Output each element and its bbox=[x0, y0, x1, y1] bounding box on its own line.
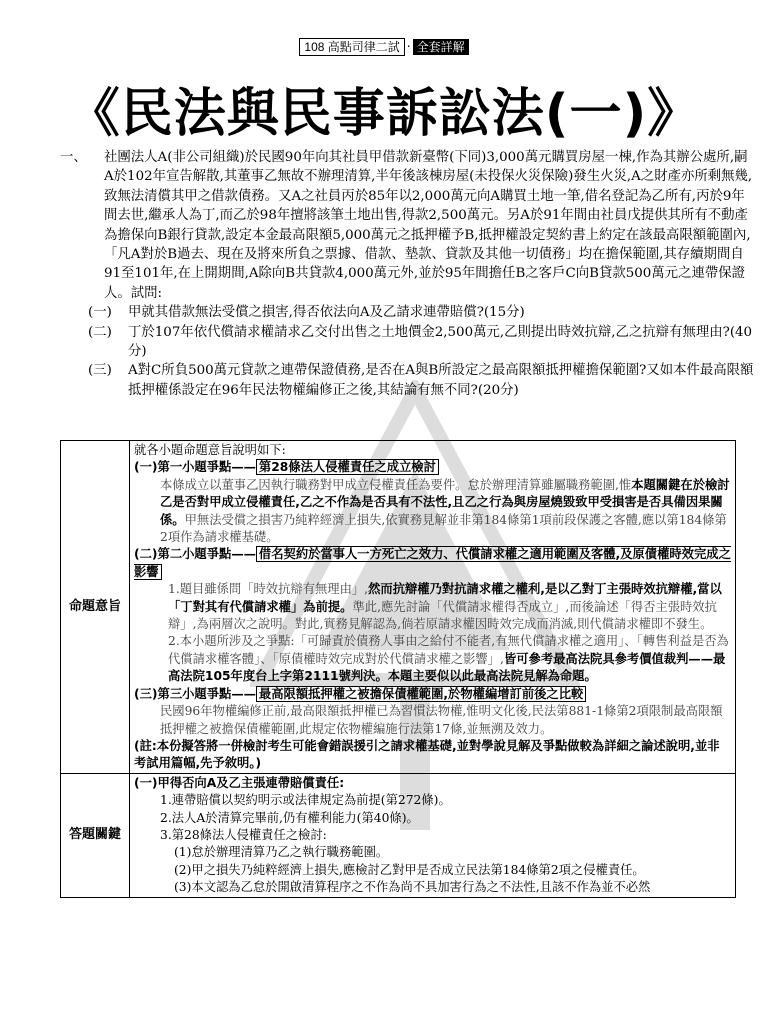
exam-name: 108 高點司律二試 bbox=[299, 38, 404, 56]
point-2-item-1-text-b: 準此,應先討論「代償請求權得否成立」,而後論述「得否主張時效抗辯」,為兩層次之說明。對此,實務見解認為,倘若原請求權因時效完成而消滅,則代償請求權即不發生。 bbox=[168, 599, 717, 632]
question-intro bbox=[60, 148, 756, 303]
point-2-label: (二)第二小題爭點—— bbox=[134, 547, 256, 562]
point-1-topic: 第28條法人侵權責任之成立檢討 bbox=[256, 459, 439, 475]
point-2-item-2 bbox=[134, 633, 731, 685]
point-1-text-a: 本條成立以董事乙因執行職務對甲成立侵權責任為要件。怠於辦理清算雖屬職務範圍,惟 bbox=[160, 477, 632, 492]
row-label-keys: 答題關鍵 bbox=[61, 773, 130, 897]
point-2-heading bbox=[134, 546, 731, 581]
point-2-topic: 借名契約於當事人一方死亡之效力、代償請求權之適用範圍及客體,及原債權時效完成之影響 bbox=[134, 547, 731, 579]
table-row-keys bbox=[61, 773, 736, 897]
point-1-heading bbox=[134, 459, 731, 476]
analysis-table bbox=[60, 440, 736, 898]
table-row-intent bbox=[61, 441, 736, 774]
keys-content bbox=[130, 773, 736, 897]
point-2-item-1 bbox=[134, 581, 731, 633]
question-number: 一、 bbox=[60, 150, 87, 165]
point-3-topic: 最高限額抵押權之被擔保債權範圍,於物權編增訂前後之比較 bbox=[256, 686, 586, 702]
list-item: 2.法人A於清算完畢前,仍有權利能力(第40條)。 bbox=[160, 810, 419, 825]
point-1-label: (一)第一小題爭點—— bbox=[134, 460, 256, 475]
point-1-text-b: 甲無法受償之損害乃純粹經濟上損失,依實務見解並非第184條第1項前段保護之客體,應以第184條第2項作為請求權基礎。 bbox=[160, 512, 727, 545]
point-2-item-1-text-a: 1.題目雖係問「時效抗辯有無理由」, bbox=[168, 582, 369, 597]
list-item: (2)甲之損失乃純粹經濟上損失,應檢討乙對甲是否成立民法第184條第2項之侵權責任。 bbox=[174, 862, 645, 877]
intent-lead: 就各小題命題意旨說明如下: bbox=[134, 443, 286, 457]
sub-question-text: A對C所負500萬元貸款之連帶保證債務,是否在A與B所設定之最高限額抵押權擔保範圍?又如本件最高限額抵押權係設定在96年民法物權編修正之後,其結論有無不同?(20分) bbox=[128, 363, 754, 398]
keys-heading: (一)甲得否向A及乙主張連帶賠償責任: bbox=[134, 775, 345, 790]
point-2-item-2-key: 皆可參考最高法院具參考價值裁判——最高法院105年度台上字第2111號判決。本題主要似以此最高法院見解為命題。 bbox=[168, 651, 726, 684]
list-item: (1)怠於辦理清算乃乙之執行職務範圍。 bbox=[174, 845, 389, 860]
point-1-key: 本題關鍵在於檢討乙是否對甲成立侵權責任,乙之不作為是否具有不法性,且乙之行為與房屋燒毀致甲受損害是否具備因果關係。 bbox=[160, 477, 730, 527]
author-note: (註:本份擬答將一併檢討考生可能會錯誤援引之請求權基礎,並對學說見解及爭點做較為詳細之論述說明,並非考試用篇幅,先予敘明。) bbox=[134, 738, 720, 771]
point-3-body: 民國96年物權編修正前,最高限額抵押權已為習慣法物權,惟明文化後,民法第881-1條第2項限制最高限額抵押權之被擔保債權範圍,此規定依物權編施行法第17條,並無溯及效力。 bbox=[160, 704, 723, 736]
point-2-item-2-text: 2.本小題所涉及之爭點:「可歸責於債務人事由之給付不能者,有無代償請求權之適用」、「轉售利益是否為代償請求權客體」、「原債權時效完成對於代償請求權之影響」, bbox=[168, 634, 729, 666]
sub-question-label: (一) bbox=[88, 305, 112, 321]
sub-question bbox=[66, 361, 756, 400]
full-solution-badge: 全套詳解 bbox=[413, 39, 469, 55]
exam-header bbox=[0, 38, 768, 56]
point-3-heading bbox=[134, 686, 731, 703]
sub-question-text: 丁於107年依代償請求權請求乙交付出售之土地價金2,500萬元,乙則提出時效抗辯,乙之抗辯有無理由?(40分) bbox=[128, 324, 753, 360]
list-item: 1.連帶賠償以契約明示或法律規定為前提(第272條)。 bbox=[160, 793, 451, 808]
header-separator: ‧ bbox=[406, 40, 411, 54]
question-intro-text: 社團法人A(非公司組織)於民國90年向其社員甲借款新臺幣(下同)3,000萬元購買房屋一棟,作為其辦公處所,嗣A於102年宣告解散,其董事乙無故不辦理清算,半年後該棟房屋(未投保火災保險)發生火災,A之財產亦所剩無幾,致無法清償其甲之借款債務。又A之社員丙於85年以2,000萬元向A購買土地一筆,借名登記為乙所有,丙於9年間去世,繼承人為丁,而乙於98年擅將該筆土地出售,得款2,500萬元。另A於91年間由社員戊提供其所有不動產為擔保向B銀行貸款,設定本金最高限額5,000萬元之抵押權予B,抵押權設定契約書上約定在該最高限額範圍內,「凡A對於B過去、現在及將來所負之票據、借款、墊款、貸款及其他一切債務」均在擔保範圍,其存續期間自91至101年,在上開期間,A除向B共貸款4,000萬元外,並於95年間擔任B之客戶C向B貸款500萬元之連帶保證人。試問: bbox=[104, 150, 753, 301]
list-item: 3.第28條法人侵權責任之檢討: bbox=[160, 827, 327, 842]
sub-question-text: 甲就其借款無法受償之損害,得否依法向A及乙請求連帶賠償?(15分) bbox=[128, 305, 525, 321]
sub-question bbox=[66, 323, 756, 362]
point-3-label: (三)第三小題爭點—— bbox=[134, 686, 256, 701]
sub-question-label: (三) bbox=[88, 363, 112, 379]
point-1-body bbox=[134, 477, 731, 547]
sub-question bbox=[66, 303, 756, 322]
question-block bbox=[60, 148, 756, 400]
sub-question-label: (二) bbox=[88, 324, 112, 340]
row-label-intent: 命題意旨 bbox=[61, 441, 130, 774]
list-item: (3)本文認為乙怠於開啟清算程序之不作為尚不具加害行為之不法性,且該不作為並不必然 bbox=[174, 880, 651, 895]
point-2-item-1-key: 然而抗辯權乃對抗請求權之權利,是以乙對丁主張時效抗辯權,當以「丁對其有代償請求權」為前提。 bbox=[168, 582, 722, 614]
intent-content bbox=[130, 441, 736, 774]
page-title: 《民法與民事訴訟法(一)》 bbox=[67, 84, 701, 144]
